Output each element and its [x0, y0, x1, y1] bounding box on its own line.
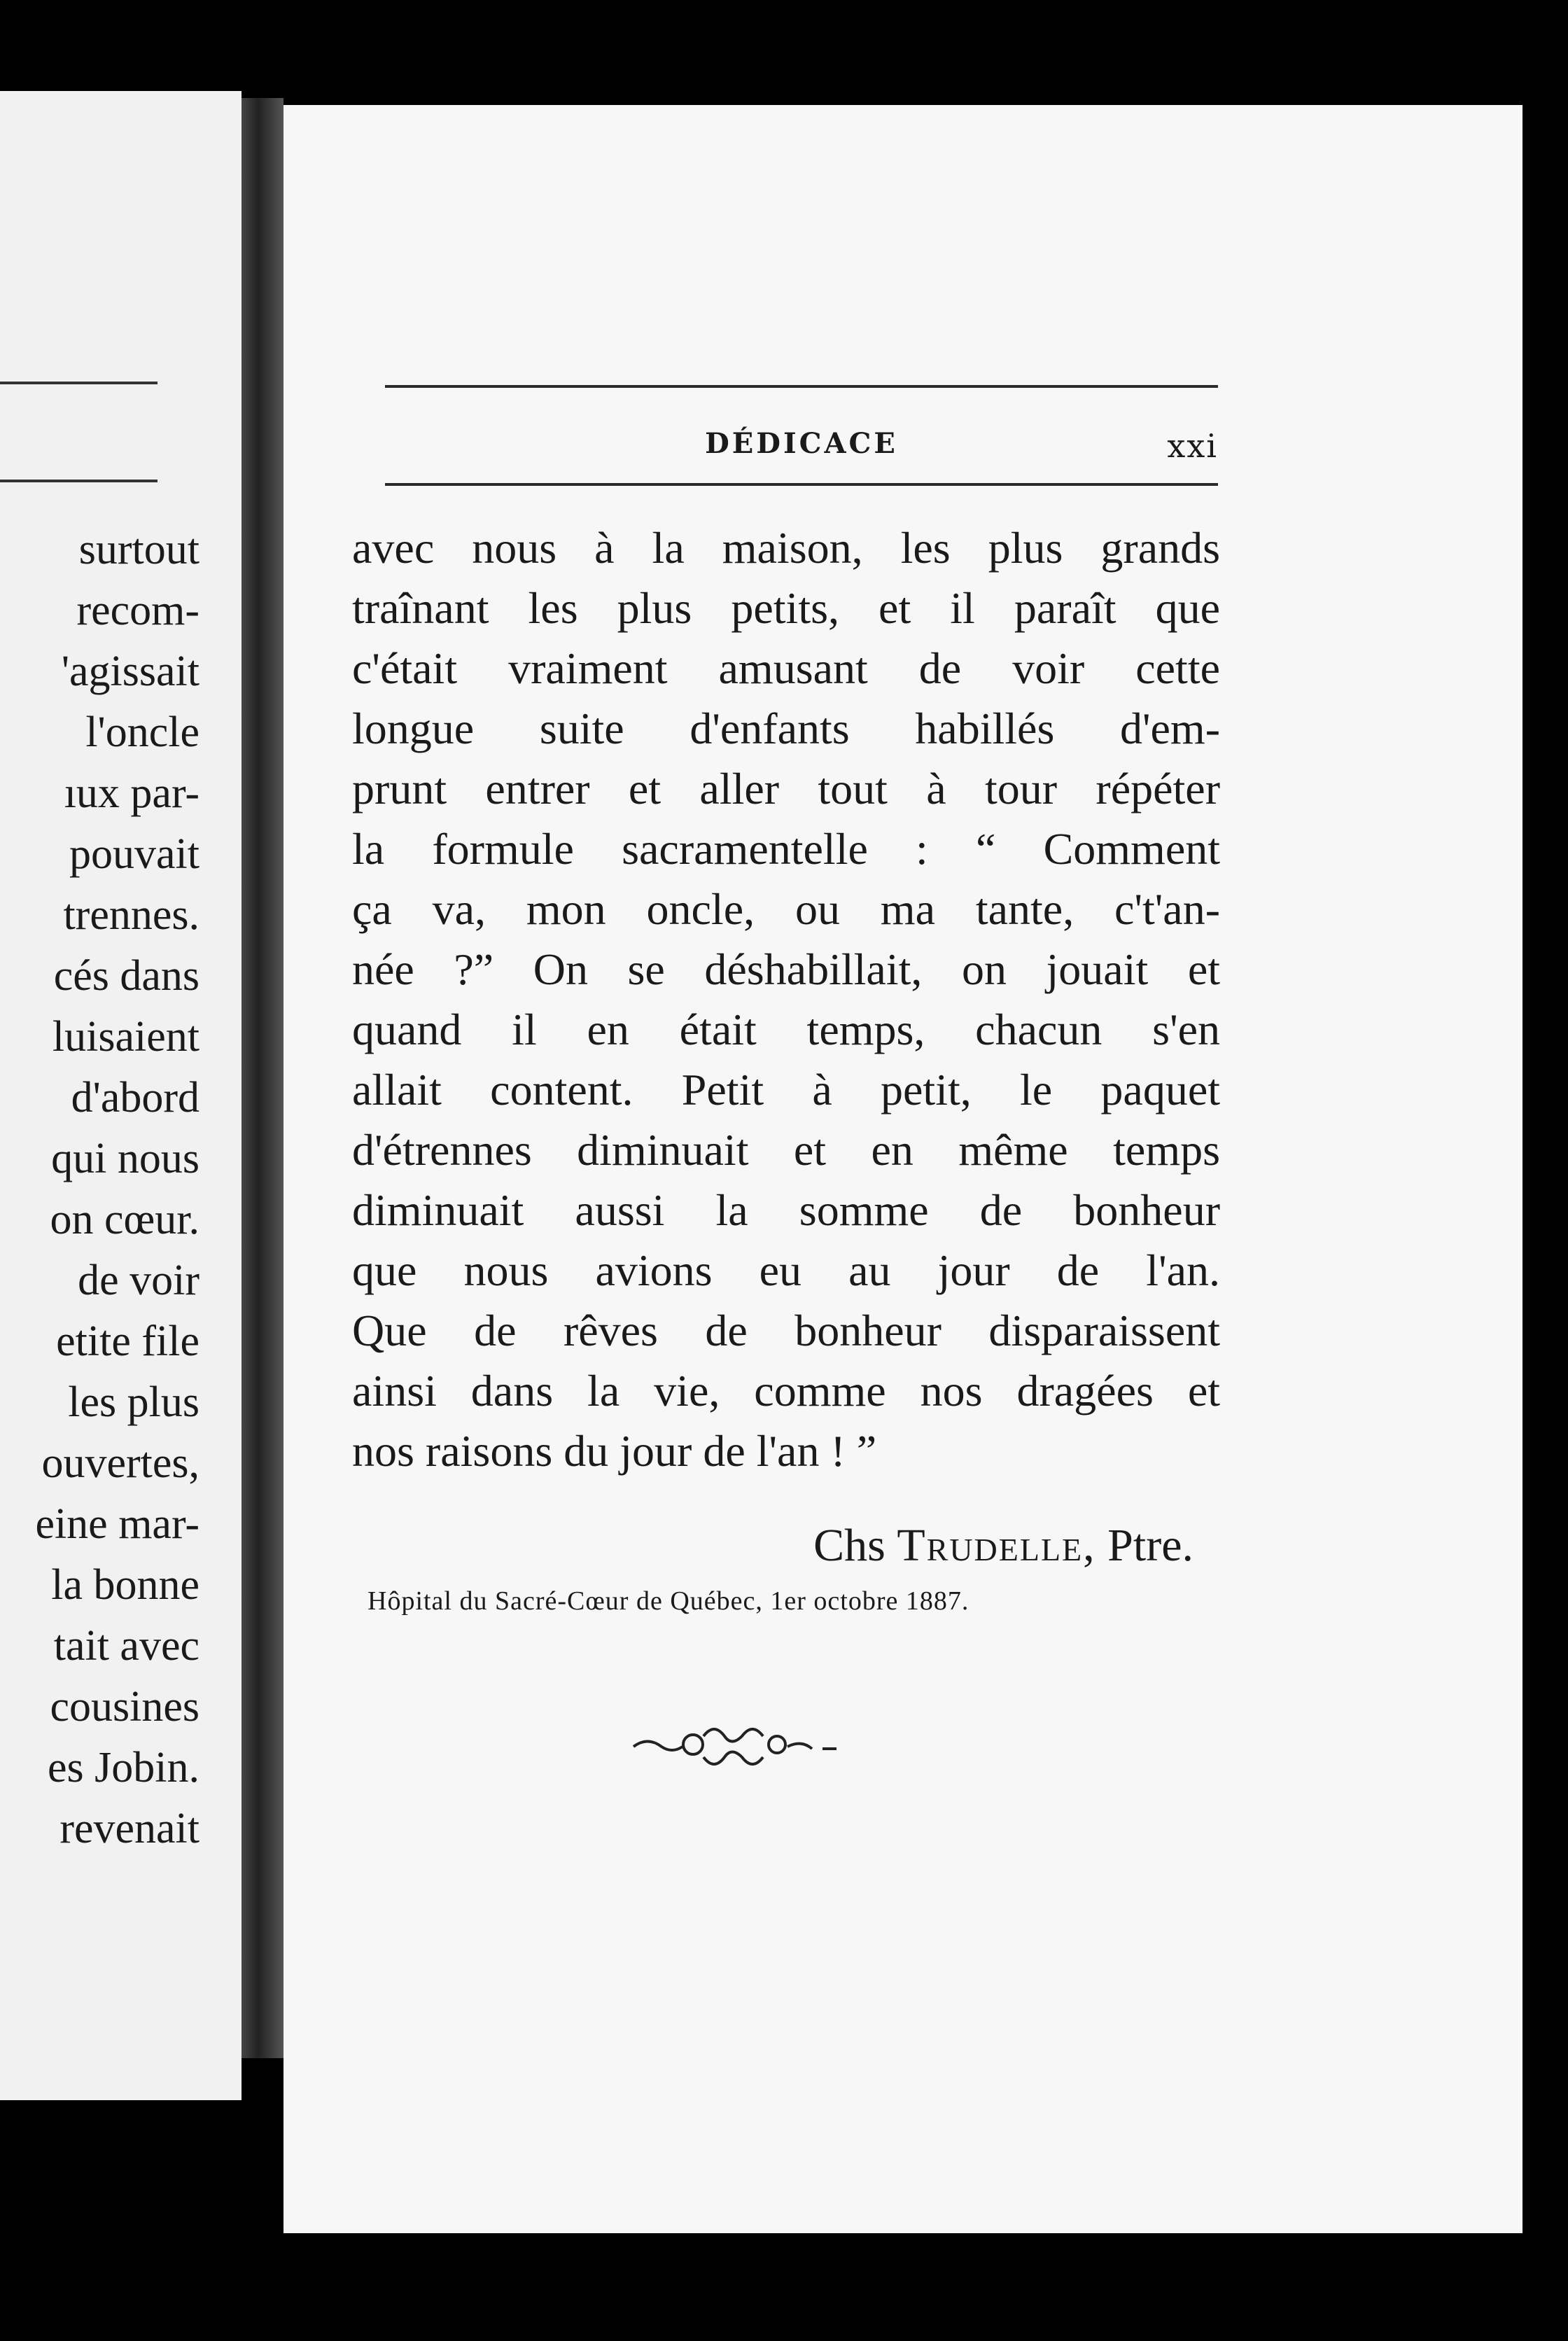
left-page-text: [0, 519, 200, 1859]
left-line: etite file: [56, 1318, 200, 1365]
signature-name: Trudelle,: [897, 1520, 1096, 1571]
left-line: on cœur.: [50, 1196, 200, 1243]
left-line: d'abord: [71, 1074, 200, 1121]
place-date: Hôpital du Sacré-Cœur de Québec, 1er octobre 1887.: [368, 1586, 969, 1616]
left-line: la bonne: [51, 1561, 200, 1609]
text-line: allait content. Petit à petit, le paquet: [352, 1065, 1220, 1114]
left-line: l'oncle: [85, 708, 200, 756]
left-line: pouvait: [69, 830, 200, 878]
text-line: née ?” On se déshabillait, on jouait et: [352, 944, 1220, 994]
left-line: de voir: [78, 1257, 200, 1304]
left-facing-page: [0, 91, 241, 2100]
left-line: surtout: [78, 526, 200, 573]
head-rule-bottom: [385, 483, 1218, 486]
book-gutter: [241, 98, 284, 2058]
text-line: la formule sacramentelle : “ Comment: [352, 824, 1220, 874]
left-head-rule-top: [0, 382, 158, 384]
text-line: avec nous à la maison, les plus grands: [352, 523, 1220, 573]
signature: [388, 1519, 1194, 1572]
body-text: [352, 518, 1220, 1481]
text-line: d'étrennes diminuait et en même temps: [352, 1125, 1220, 1175]
left-line: qui nous: [51, 1135, 200, 1182]
left-line: ouvertes,: [41, 1439, 200, 1487]
right-page: [284, 105, 1522, 2233]
page-number: xxi: [1167, 427, 1218, 465]
left-line: revenait: [59, 1805, 200, 1852]
left-line: luisaient: [52, 1013, 200, 1061]
left-head-rule-bottom: [0, 480, 158, 482]
signature-suffix: Ptre.: [1107, 1520, 1194, 1571]
text-line: nos raisons du jour de l'an ! ”: [352, 1426, 877, 1476]
left-line: recom-: [76, 587, 200, 634]
running-head: [385, 427, 1218, 469]
left-line: 'agissait: [61, 648, 200, 695]
text-line: prunt entrer et aller tout à tour répéter: [352, 764, 1220, 813]
text-line: que nous avions eu au jour de l'an.: [352, 1245, 1220, 1295]
left-line: ıux par-: [64, 769, 200, 817]
text-line: traînant les plus petits, et il paraît que: [352, 583, 1220, 633]
left-line: tait avec: [53, 1622, 200, 1670]
ornament-fleuron-icon: [626, 1715, 858, 1778]
left-line: cousines: [50, 1683, 200, 1731]
left-line: les plus: [68, 1378, 200, 1426]
text-line: longue suite d'enfants habillés d'em-: [352, 704, 1220, 753]
running-title: DÉDICACE: [705, 427, 898, 460]
text-line: diminuait aussi la somme de bonheur: [352, 1185, 1220, 1235]
text-line: ça va, mon oncle, ou ma tante, c't'an-: [352, 884, 1220, 934]
left-line: eine mar-: [35, 1500, 200, 1548]
left-line: es Jobin.: [48, 1744, 200, 1791]
text-line: Que de rêves de bonheur disparaissent: [352, 1306, 1220, 1355]
text-line: ainsi dans la vie, comme nos dragées et: [352, 1366, 1220, 1416]
head-rule-top: [385, 385, 1218, 388]
text-line: c'était vraiment amusant de voir cette: [352, 643, 1220, 693]
left-line: trennes.: [63, 891, 200, 939]
left-line: cés dans: [53, 952, 200, 1000]
signature-prefix: Chs: [813, 1520, 886, 1571]
text-line: quand il en était temps, chacun s'en: [352, 1005, 1220, 1054]
